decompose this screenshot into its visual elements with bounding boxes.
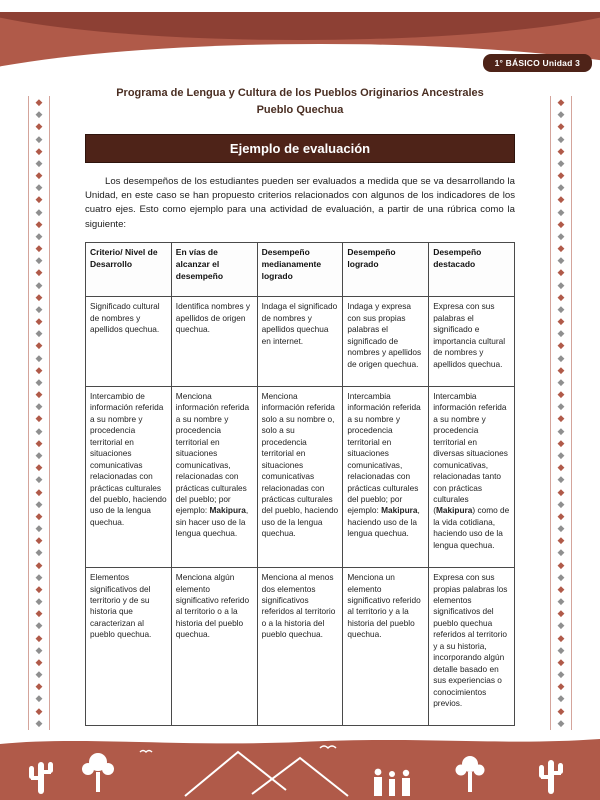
diamond-motif: ◆ bbox=[557, 97, 565, 107]
diamond-motif: ◆ bbox=[557, 303, 565, 314]
diamond-motif: ◆ bbox=[557, 425, 565, 436]
diamond-motif: ◆ bbox=[557, 376, 565, 387]
diamond-motif: ◆ bbox=[557, 693, 565, 704]
diamond-motif: ◆ bbox=[35, 620, 43, 631]
rubric-table-head bbox=[86, 243, 515, 297]
diamond-motif: ◆ bbox=[35, 449, 43, 460]
diamond-motif: ◆ bbox=[557, 352, 565, 363]
diamond-motif: ◆ bbox=[35, 291, 43, 302]
diamond-motif: ◆ bbox=[35, 279, 43, 290]
diamond-motif: ◆ bbox=[557, 109, 565, 120]
rubric-cell: Elementos significativos del territorio y de su historia que caracterizan al pueblo quechua. bbox=[86, 568, 172, 726]
diamond-motif: ◆ bbox=[35, 182, 43, 193]
diamond-motif: ◆ bbox=[35, 401, 43, 412]
decorative-border-right bbox=[550, 96, 572, 730]
diamond-motif: ◆ bbox=[557, 474, 565, 485]
rubric-cell: Menciona información referida a su nombre y procedencia territorial en situaciones comunicativas, relacionadas con prácticas culturales del pueblo; por ejemplo: Makipura, sin hacer uso de la lengua quechua. bbox=[171, 387, 257, 568]
rubric-table-body bbox=[86, 297, 515, 726]
diamond-motif: ◆ bbox=[557, 279, 565, 290]
rubric-cell: Indaga el significado de nombres y apellidos quechua en internet. bbox=[257, 297, 343, 387]
rubric-row bbox=[86, 568, 515, 726]
program-title: Programa de Lengua y Cultura de los Pueblos Originarios Ancestrales bbox=[116, 87, 484, 99]
rubric-cell: Menciona al menos dos elementos significativos referidos al territorio o a la historia del pueblo quechua. bbox=[257, 568, 343, 726]
rubric-table bbox=[85, 242, 515, 726]
diamond-motif: ◆ bbox=[35, 632, 43, 643]
diamond-motif: ◆ bbox=[35, 340, 43, 351]
rubric-cell: Expresa con sus propias palabras los elementos significativos del pueblo quechua referidos al territorio y a su historia, incorporando algún detalle basado en sus experiencias o conocimientos previos. bbox=[429, 568, 515, 726]
rubric-cell: Indaga y expresa con sus propias palabras el significado de nombres y apellidos de origen quechua. bbox=[343, 297, 429, 387]
unit-badge: 1° BÁSICO Unidad 3 bbox=[483, 54, 592, 72]
diamond-motif: ◆ bbox=[557, 255, 565, 266]
diamond-motif: ◆ bbox=[35, 170, 43, 181]
section-title: Ejemplo de evaluación bbox=[85, 134, 515, 163]
rubric-column-header: Criterio/ Nivel de Desarrollo bbox=[86, 243, 172, 297]
diamond-motif: ◆ bbox=[35, 705, 43, 716]
diamond-motif: ◆ bbox=[557, 705, 565, 716]
diamond-motif: ◆ bbox=[557, 157, 565, 168]
diamond-motif: ◆ bbox=[557, 267, 565, 278]
diamond-motif: ◆ bbox=[557, 328, 565, 339]
diamond-motif: ◆ bbox=[35, 681, 43, 692]
diamond-motif: ◆ bbox=[35, 218, 43, 229]
diamond-motif: ◆ bbox=[557, 218, 565, 229]
diamond-motif: ◆ bbox=[35, 462, 43, 473]
diamond-motif: ◆ bbox=[557, 523, 565, 534]
diamond-motif: ◆ bbox=[35, 97, 43, 107]
rubric-cell: Expresa con sus palabras el significado e importancia cultural de nombres y apellidos quechua. bbox=[429, 297, 515, 387]
diamond-motif: ◆ bbox=[557, 656, 565, 667]
diamond-motif: ◆ bbox=[557, 681, 565, 692]
rubric-cell: Intercambio de información referida a su nombre y procedencia territorial en situaciones comunicativas relacionadas con prácticas culturales del pueblo, haciendo uso de la lengua quechua. bbox=[86, 387, 172, 568]
diamond-motif: ◆ bbox=[35, 364, 43, 375]
diamond-motif: ◆ bbox=[557, 571, 565, 582]
diamond-motif: ◆ bbox=[35, 486, 43, 497]
diamond-motif: ◆ bbox=[35, 437, 43, 448]
diamond-motif: ◆ bbox=[35, 121, 43, 132]
rubric-cell: Menciona algún elemento significativo referido al territorio o a la historia del pueblo quechua. bbox=[171, 568, 257, 726]
rubric-header-row bbox=[86, 243, 515, 297]
diamond-motif: ◆ bbox=[35, 194, 43, 205]
diamond-motif: ◆ bbox=[557, 620, 565, 631]
diamond-motif: ◆ bbox=[557, 547, 565, 558]
diamond-motif: ◆ bbox=[35, 389, 43, 400]
diamond-motif: ◆ bbox=[35, 559, 43, 570]
diamond-motif: ◆ bbox=[35, 133, 43, 144]
diamond-motif: ◆ bbox=[557, 291, 565, 302]
diamond-motif: ◆ bbox=[35, 145, 43, 156]
diamond-motif: ◆ bbox=[35, 303, 43, 314]
rubric-cell: Significado cultural de nombres y apellidos quechua. bbox=[86, 297, 172, 387]
diamond-motif: ◆ bbox=[557, 608, 565, 619]
diamond-motif: ◆ bbox=[35, 498, 43, 509]
diamond-motif: ◆ bbox=[35, 352, 43, 363]
diamond-motif: ◆ bbox=[35, 510, 43, 521]
diamond-motif: ◆ bbox=[557, 583, 565, 594]
diamond-motif: ◆ bbox=[35, 376, 43, 387]
rubric-row bbox=[86, 297, 515, 387]
diamond-motif: ◆ bbox=[557, 717, 565, 728]
diamond-motif: ◆ bbox=[35, 425, 43, 436]
diamond-motif: ◆ bbox=[35, 644, 43, 655]
diamond-motif: ◆ bbox=[557, 437, 565, 448]
diamond-motif: ◆ bbox=[35, 583, 43, 594]
people-icon bbox=[374, 769, 410, 796]
diamond-motif: ◆ bbox=[557, 632, 565, 643]
decorative-border-left bbox=[28, 96, 50, 730]
diamond-motif: ◆ bbox=[35, 523, 43, 534]
diamond-motif: ◆ bbox=[35, 230, 43, 241]
diamond-motif: ◆ bbox=[35, 267, 43, 278]
diamond-motif: ◆ bbox=[557, 194, 565, 205]
diamond-motif: ◆ bbox=[557, 535, 565, 546]
diamond-motif: ◆ bbox=[35, 693, 43, 704]
diamond-motif: ◆ bbox=[557, 206, 565, 217]
diamond-motif: ◆ bbox=[35, 206, 43, 217]
diamond-motif: ◆ bbox=[557, 389, 565, 400]
intro-paragraph: Los desempeños de los estudiantes pueden ser evaluados a medida que se va desarrollando la Unidad, en este caso se han propuesto criterios relacionados con algunos de los indicadores de los cuatro ejes. Esto como ejemplo para una actividad de evaluación, a partir de una rúbrica como la siguiente: bbox=[85, 175, 515, 230]
diamond-motif: ◆ bbox=[557, 669, 565, 680]
diamond-motif: ◆ bbox=[35, 571, 43, 582]
diamond-motif: ◆ bbox=[557, 401, 565, 412]
diamond-motif: ◆ bbox=[557, 145, 565, 156]
diamond-motif: ◆ bbox=[557, 340, 565, 351]
rubric-column-header: Desempeño medianamente logrado bbox=[257, 243, 343, 297]
diamond-motif: ◆ bbox=[557, 449, 565, 460]
diamond-motif: ◆ bbox=[557, 121, 565, 132]
diamond-motif: ◆ bbox=[557, 462, 565, 473]
diamond-motif: ◆ bbox=[557, 413, 565, 424]
diamond-motif: ◆ bbox=[557, 182, 565, 193]
diamond-motif: ◆ bbox=[557, 559, 565, 570]
diamond-motif: ◆ bbox=[35, 243, 43, 254]
rubric-column-header: En vías de alcanzar el desempeño bbox=[171, 243, 257, 297]
diamond-motif: ◆ bbox=[557, 596, 565, 607]
diamond-motif: ◆ bbox=[35, 656, 43, 667]
diamond-motif: ◆ bbox=[557, 230, 565, 241]
diamond-motif: ◆ bbox=[35, 474, 43, 485]
diamond-motif: ◆ bbox=[35, 535, 43, 546]
diamond-motif: ◆ bbox=[557, 510, 565, 521]
rubric-cell: Menciona información referida solo a su nombre o, solo a su procedencia territorial en situaciones comunicativas relacionadas con prácticas culturales del pueblo, haciendo uso de la lengua quechua. bbox=[257, 387, 343, 568]
diamond-motif: ◆ bbox=[557, 243, 565, 254]
diamond-motif: ◆ bbox=[557, 364, 565, 375]
diamond-motif: ◆ bbox=[557, 498, 565, 509]
diamond-motif: ◆ bbox=[557, 170, 565, 181]
diamond-motif: ◆ bbox=[35, 608, 43, 619]
pueblo-title: Pueblo Quechua bbox=[256, 103, 344, 116]
diamond-motif: ◆ bbox=[35, 596, 43, 607]
rubric-cell: Identifica nombres y apellidos de origen quechua. bbox=[171, 297, 257, 387]
diamond-motif: ◆ bbox=[557, 316, 565, 327]
diamond-motif: ◆ bbox=[35, 328, 43, 339]
diamond-motif: ◆ bbox=[35, 157, 43, 168]
rubric-column-header: Desempeño logrado bbox=[343, 243, 429, 297]
diamond-motif: ◆ bbox=[35, 255, 43, 266]
diamond-motif: ◆ bbox=[35, 717, 43, 728]
diamond-motif: ◆ bbox=[557, 486, 565, 497]
diamond-motif: ◆ bbox=[35, 547, 43, 558]
footer-illustration bbox=[0, 734, 600, 800]
diamond-motif: ◆ bbox=[35, 413, 43, 424]
diamond-motif: ◆ bbox=[35, 669, 43, 680]
rubric-column-header: Desempeño destacado bbox=[429, 243, 515, 297]
diamond-motif: ◆ bbox=[35, 316, 43, 327]
page-content bbox=[85, 86, 515, 726]
rubric-cell: Intercambia información referida a su nombre y procedencia territorial en situaciones comunicativas, relacionadas con prácticas culturales del pueblo; por ejemplo: Makipura, haciendo uso de la lengua quechua. bbox=[343, 387, 429, 568]
diamond-motif: ◆ bbox=[557, 133, 565, 144]
rubric-row bbox=[86, 387, 515, 568]
rubric-cell: Intercambia información referida a su nombre y procedencia territorial en diversas situaciones comunicativas, relacionadas tanto con prácticas culturales (Makipura) como de la vida cotidiana, haciendo uso de la lengua quechua. bbox=[429, 387, 515, 568]
rubric-cell: Menciona un elemento significativo referido al territorio y a la historia del pueblo quechua. bbox=[343, 568, 429, 726]
diamond-motif: ◆ bbox=[557, 644, 565, 655]
diamond-motif: ◆ bbox=[35, 109, 43, 120]
